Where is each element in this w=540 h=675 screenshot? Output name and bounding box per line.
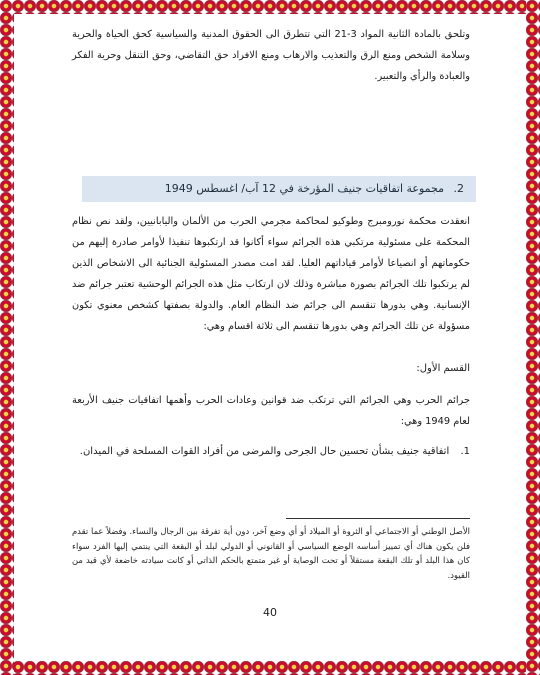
decorative-border-right: [526, 0, 540, 675]
list-item-number: 1.: [460, 446, 470, 457]
section-heading-number: 2.: [453, 182, 464, 195]
list-item: [80, 442, 470, 462]
crimes-paragraph: جرائم الحرب وهي الجرائم التي ترتكب ضد قوانين وعادات الحرب وأهمها اتفاقيات جنيف الأربعة لعام 1949 وهي:: [72, 395, 470, 427]
decorative-border-top: [0, 0, 540, 14]
list-item-text: اتفاقية جنيف بشأن تحسين حال الجرحى والمرضى من أفراد القوات المسلحة في الميدان.: [79, 446, 450, 457]
page-number: 40: [263, 606, 277, 619]
main-paragraph: انعقدت محكمة نورومبرج وطوكيو لمحاكمة مجرمي الحرب من الألمان واليابانيين، ولقد نص نظام المحكمة على مسئولية مرتكبي هذه الجرائم سواء أكانوا قد ارتكبوها تنفيذا لأوامر صادرة إليهم من حكوماتهم أو انصياعا لأوامر قياداتهم العليا. لقد امت مصدر المسئولية الجنائية الى الاشخاص الذين لم يرتكبوا تلك الجرائم بصورة مباشرة وذلك لان ارتكاب مثل هذه الجرائم الوحشية تعتبر جرائم ضد الإنسانية. وهي بدورها تنقسم الى جرائم ضد النظام العام. والدولة بصفتها كشخص معنوي تكون مسؤولة عن تلك الجرائم وهي بدورها تنقسم الى ثلاثة اقسام وهي:: [72, 216, 470, 332]
decorative-border-bottom: [0, 661, 540, 675]
footnote-divider: [286, 518, 470, 519]
decorative-border-left: [0, 0, 14, 675]
document-page: [20, 18, 520, 658]
section-heading-bar: [82, 176, 476, 202]
footnote: الأصل الوطني أو الاجتماعي أو الثروة أو الميلاد أو أي وضع آخر، دون أية تفرقة بين الرجال والنساء. وفضلاً عما تقدم فلن يكون هناك أي تمييز أساسه الوضع السياسي أو القانوني أو الدولي لبلد أو البقعة التي ينتمي إليها الفرد سواء كان هذا البلد أو تلك البقعة مستقلاً أو تحت الوصاية أو غير متمتع بالحكم الذاتي أو كانت سيادته خاضعة لأي قيد من القيود.: [72, 526, 470, 580]
section-heading-text: مجموعة اتفاقيات جنيف المؤرخة في 12 آب/ اغسطس 1949: [164, 182, 444, 195]
top-paragraph: وتلحق بالمادة الثانية المواد 3-21 التي تتطرق الى الحقوق المدنية والسياسية كحق الحياة والحرية وسلامة الشخص ومنع الرق والتعذيب والارهاب ومنع الافراد حق التقاضي، وحق التنقل وحرية الفكر والعبادة والرأي والتعبير.: [72, 29, 471, 82]
section-heading: [165, 176, 464, 202]
subheading: القسم الأول:: [416, 363, 470, 374]
